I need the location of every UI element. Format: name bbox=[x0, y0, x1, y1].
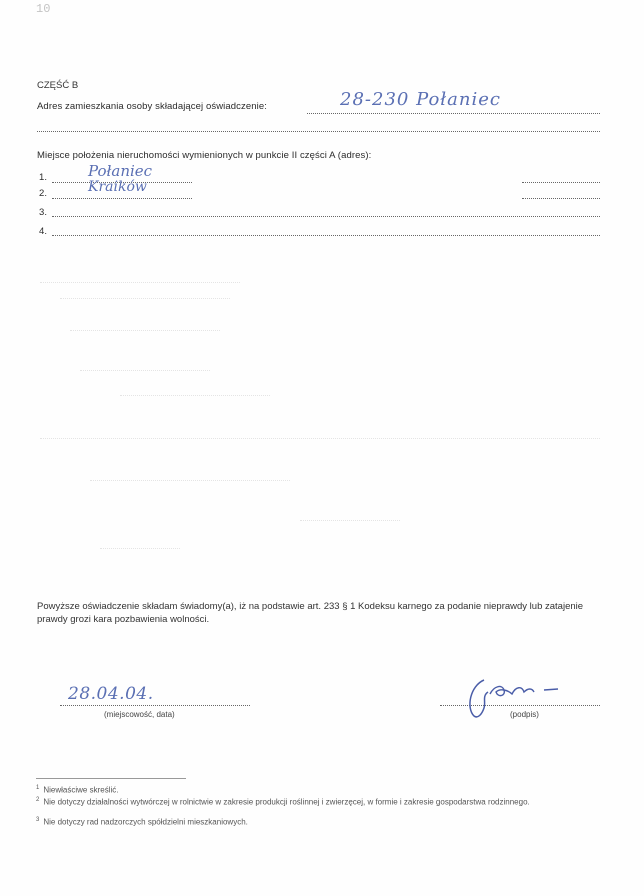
footnote-1 bbox=[36, 783, 606, 796]
page-number: 10 bbox=[36, 2, 51, 16]
property-item-2-value: Kraików bbox=[88, 179, 147, 195]
footnote-rule bbox=[36, 778, 186, 779]
bleed-through-line bbox=[80, 370, 210, 371]
property-item-1-value: Połaniec bbox=[88, 162, 153, 180]
declaration-text: Powyższe oświadczenie składam świadomy(a), iż na podstawie art. 233 § 1 Kodeksu karnego za podanie nieprawdy lub zatajenie prawdy grozi kara pozbawienia wolności. bbox=[37, 601, 584, 625]
footnote-text: Nie dotyczy działalności wytwórczej w rolnictwie w zakresie produkcji roślinnej i zwierzęcej, w formie i zakresie gospodarstwa rodzinnego. bbox=[43, 797, 530, 807]
bleed-through-line bbox=[60, 298, 230, 299]
address-dotted-line-2 bbox=[37, 131, 600, 132]
bleed-through-line bbox=[70, 330, 220, 331]
property-item-1-line-end bbox=[522, 182, 600, 183]
place-date-value: 28.04.04. bbox=[68, 684, 154, 704]
property-item-2-number: 2. bbox=[39, 188, 48, 199]
property-item-4-line bbox=[52, 235, 600, 236]
part-title: CZĘŚĆ B bbox=[37, 80, 79, 91]
place-date-caption: (miejscowość, data) bbox=[104, 710, 175, 719]
bleed-through-line bbox=[300, 520, 400, 521]
footnote-number: 2 bbox=[36, 797, 40, 803]
bleed-through-line bbox=[100, 548, 180, 549]
bleed-through-line bbox=[90, 480, 290, 481]
property-item-2-line-end bbox=[522, 198, 600, 199]
place-date-line bbox=[60, 705, 250, 706]
footnote-3 bbox=[36, 815, 606, 828]
bleed-through-line bbox=[40, 438, 600, 439]
signature-caption: (podpis) bbox=[510, 710, 539, 719]
address-dotted-line bbox=[307, 113, 600, 114]
footnote-text: Nie dotyczy rad nadzorczych spółdzielni mieszkaniowych. bbox=[43, 817, 248, 827]
property-item-3-number: 3. bbox=[39, 207, 48, 218]
property-item-4-number: 4. bbox=[39, 226, 48, 237]
footnote-number: 3 bbox=[36, 817, 40, 823]
property-item-2-line bbox=[52, 198, 192, 199]
footnote-text: Niewłaściwe skreślić. bbox=[43, 785, 119, 795]
address-label: Adres zamieszkania osoby składającej oświadczenie: bbox=[37, 101, 267, 112]
address-value: 28-230 Połaniec bbox=[340, 89, 501, 110]
footnote-number: 1 bbox=[36, 785, 40, 791]
property-item-1-number: 1. bbox=[39, 172, 48, 183]
property-location-label: Miejsce położenia nieruchomości wymienionych w punkcie II części A (adres): bbox=[37, 150, 372, 161]
bleed-through-line bbox=[120, 395, 270, 396]
bleed-through-line bbox=[40, 282, 240, 283]
property-item-3-line bbox=[52, 216, 600, 217]
footnote-2 bbox=[36, 795, 606, 808]
